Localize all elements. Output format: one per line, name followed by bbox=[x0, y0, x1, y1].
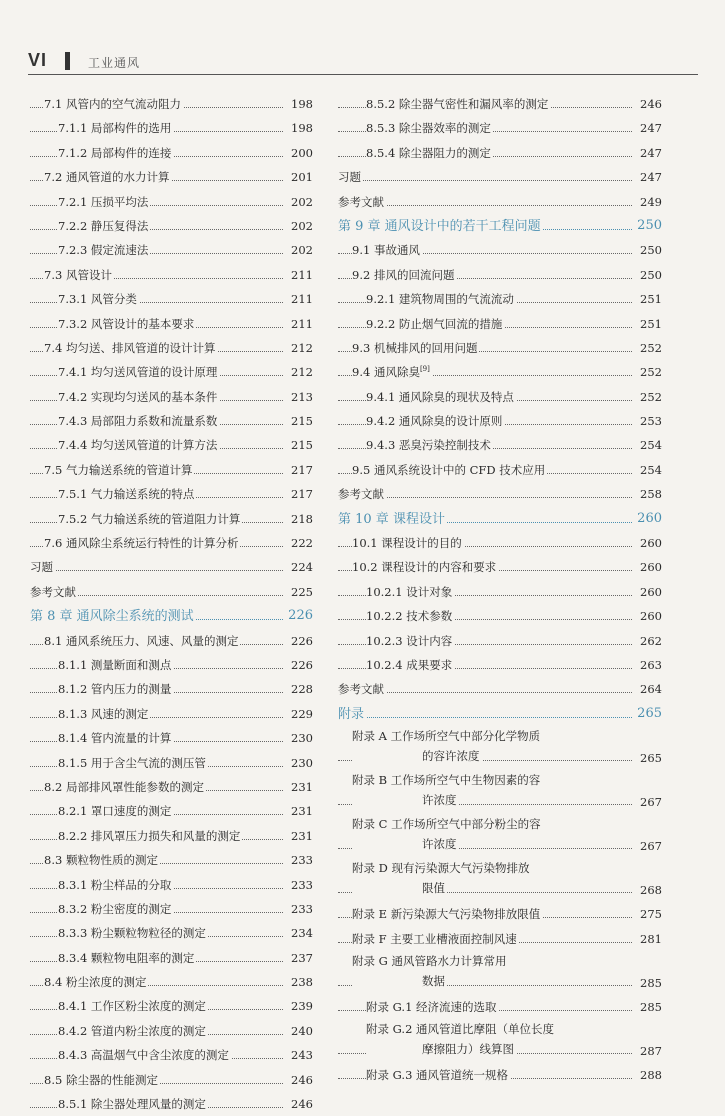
toc-entry-page: 231 bbox=[284, 824, 313, 848]
toc-entry[interactable] bbox=[338, 531, 662, 555]
toc-entry[interactable] bbox=[338, 858, 662, 902]
toc-entry[interactable] bbox=[30, 751, 313, 775]
toc-entry[interactable] bbox=[30, 921, 313, 945]
toc-entry-title: 7.5.2 气力输送系统的管道阻力计算 bbox=[58, 511, 241, 526]
toc-entry-page: 233 bbox=[284, 848, 313, 872]
toc-entry-title-continued: 摩擦阻力）线算图 bbox=[366, 1039, 516, 1059]
toc-entry-page: 267 bbox=[633, 790, 662, 814]
citation-superscript: [9] bbox=[419, 365, 430, 374]
toc-entry-title: 9.4.2 通风除臭的设计原则 bbox=[366, 414, 503, 429]
toc-entry[interactable] bbox=[30, 190, 313, 214]
toc-entry[interactable] bbox=[338, 385, 662, 409]
toc-entry-title: 8.3.1 粉尘样品的分取 bbox=[58, 877, 172, 892]
toc-entry[interactable] bbox=[338, 902, 662, 926]
toc-entry-title: 第 10 章 课程设计 bbox=[338, 511, 445, 527]
toc-entry-title: 7.3 风管设计 bbox=[44, 267, 112, 282]
toc-entry[interactable] bbox=[30, 263, 313, 287]
toc-entry-title: 8.1.4 管内流量的计算 bbox=[58, 731, 172, 746]
toc-entry[interactable] bbox=[338, 995, 662, 1019]
toc-entry[interactable] bbox=[30, 92, 313, 116]
toc-entry-title: 9.2.2 防止烟气回流的措施 bbox=[366, 316, 503, 331]
toc-entry-title: 7.3.2 风管设计的基本要求 bbox=[58, 316, 195, 331]
toc-entry[interactable] bbox=[338, 312, 662, 336]
toc-entry-title: 10.2.1 设计对象 bbox=[366, 584, 453, 599]
toc-entry-title: 9.3 机械排风的回用问题 bbox=[352, 340, 478, 355]
toc-entry[interactable] bbox=[30, 629, 313, 653]
toc-entry[interactable] bbox=[30, 1019, 313, 1043]
toc-entry-page: 251 bbox=[633, 287, 662, 311]
toc-entry-title: 8.2 局部排风罩性能参数的测定 bbox=[44, 779, 204, 794]
page-number: VI bbox=[28, 50, 48, 70]
toc-entry[interactable] bbox=[30, 555, 313, 579]
toc-entry[interactable] bbox=[338, 507, 662, 531]
toc-entry-page: 265 bbox=[633, 746, 662, 770]
toc-entry-title: 附录 bbox=[338, 706, 365, 722]
toc-entry-page: 239 bbox=[284, 994, 313, 1018]
toc-entry[interactable] bbox=[30, 580, 313, 604]
toc-entry[interactable] bbox=[338, 702, 662, 726]
toc-entry[interactable] bbox=[30, 604, 313, 628]
toc-entry-title: 附录 G.1 经济流速的选取 bbox=[366, 999, 497, 1014]
toc-entry[interactable] bbox=[30, 287, 313, 311]
toc-entry[interactable] bbox=[30, 775, 313, 799]
toc-entry-page: 212 bbox=[284, 360, 313, 384]
toc-entry-title: 附录 F 主要工业槽液面控制风速 bbox=[352, 931, 517, 946]
toc-entry-title: 习题 bbox=[30, 560, 53, 575]
toc-entry-page: 202 bbox=[284, 238, 313, 262]
dot-leader bbox=[338, 717, 632, 718]
toc-entry-page: 215 bbox=[284, 409, 313, 433]
toc-entry-page: 275 bbox=[633, 902, 662, 926]
toc-entry-title: 9.2.1 建筑物周围的气流流动 bbox=[366, 292, 514, 307]
toc-entry-title: 10.1 课程设计的目的 bbox=[352, 536, 462, 551]
toc-entry-title: 附录 G 通风管路水力计算常用 数据 bbox=[352, 951, 662, 991]
toc-entry[interactable] bbox=[30, 312, 313, 336]
toc-entry-title: 附录 D 现有污染源大气污染物排放 限值 bbox=[352, 858, 662, 898]
toc-entry-title: 8.4.1 工作区粉尘浓度的测定 bbox=[58, 999, 206, 1014]
toc-entry-title: 习题 bbox=[338, 170, 361, 185]
toc-entry[interactable] bbox=[30, 458, 313, 482]
toc-entry[interactable] bbox=[30, 824, 313, 848]
toc-entry[interactable] bbox=[338, 409, 662, 433]
toc-entry-page: 267 bbox=[633, 834, 662, 858]
toc-entry-page: 240 bbox=[284, 1019, 313, 1043]
toc-entry-title: 8.3.2 粉尘密度的测定 bbox=[58, 901, 172, 916]
toc-entry[interactable] bbox=[338, 116, 662, 140]
toc-entry-title: 参考文献 bbox=[338, 487, 384, 502]
toc-entry-title: 8.5.1 除尘器处理风量的测定 bbox=[58, 1097, 206, 1112]
toc-entry-title: 参考文献 bbox=[30, 584, 76, 599]
toc-entry[interactable] bbox=[30, 214, 313, 238]
toc-entry[interactable] bbox=[30, 702, 313, 726]
toc-entry[interactable] bbox=[338, 92, 662, 116]
toc-entry-page: 264 bbox=[633, 677, 662, 701]
toc-entry-page: 285 bbox=[633, 995, 662, 1019]
toc-entry-page: 211 bbox=[284, 312, 313, 336]
toc-entry-page: 262 bbox=[633, 629, 662, 653]
toc-entry-page: 226 bbox=[284, 629, 313, 653]
toc-entry-title: 8.5.2 除尘器气密性和漏风率的测定 bbox=[366, 97, 549, 111]
toc-entry-page: 253 bbox=[633, 409, 662, 433]
header-divider-bar bbox=[65, 52, 70, 70]
toc-entry[interactable] bbox=[30, 799, 313, 823]
toc-entry[interactable] bbox=[30, 482, 313, 506]
toc-entry[interactable] bbox=[338, 190, 662, 214]
toc-entry[interactable] bbox=[30, 336, 313, 360]
toc-entry-page: 260 bbox=[633, 580, 662, 604]
toc-entry-page: 228 bbox=[284, 677, 313, 701]
toc-entry-title: 附录 E 新污染源大气污染物排放限值 bbox=[352, 907, 541, 922]
toc-entry-page: 212 bbox=[284, 336, 313, 360]
toc-entry-title: 9.4.3 恶臭污染控制技术 bbox=[366, 438, 491, 453]
toc-entry[interactable] bbox=[338, 263, 662, 287]
toc-entry[interactable] bbox=[338, 555, 662, 579]
toc-entry-page: 247 bbox=[633, 141, 662, 165]
toc-entry-title: 附录 B 工作场所空气中生物因素的容 许浓度 bbox=[352, 770, 662, 810]
toc-entry-page: 247 bbox=[633, 165, 662, 189]
toc-entry[interactable] bbox=[338, 287, 662, 311]
toc-entry-title: 9.5 通风系统设计中的 CFD 技术应用 bbox=[352, 462, 546, 477]
toc-entry-page: 243 bbox=[284, 1043, 313, 1067]
toc-entry-title: 7.1.1 局部构件的选用 bbox=[58, 121, 172, 136]
toc-entry-title: 8.4.2 管道内粉尘浓度的测定 bbox=[58, 1023, 206, 1038]
dot-leader bbox=[338, 180, 632, 181]
toc-entry-page: 226 bbox=[284, 604, 313, 628]
toc-entry-title: 7.1 风管内的空气流动阻力 bbox=[44, 97, 181, 111]
toc-entry-title: 7.4.4 均匀送风管道的计算方法 bbox=[58, 438, 218, 453]
toc-entry-title: 8.3.4 颗粒物电阻率的测定 bbox=[58, 950, 195, 965]
toc-entry-page: 217 bbox=[284, 482, 313, 506]
toc-entry[interactable] bbox=[338, 141, 662, 165]
toc-entry[interactable] bbox=[338, 604, 662, 628]
toc-entry-title: 附录 A 工作场所空气中部分化学物质 的容许浓度 bbox=[352, 726, 662, 766]
toc-entry-page: 287 bbox=[633, 1039, 662, 1063]
toc-entry-title: 附录 C 工作场所空气中部分粉尘的容 许浓度 bbox=[352, 814, 662, 854]
toc-entry[interactable] bbox=[338, 653, 662, 677]
toc-entry[interactable] bbox=[30, 531, 313, 555]
toc-entry-title: 10.2.4 成果要求 bbox=[366, 657, 453, 672]
toc-entry[interactable] bbox=[338, 580, 662, 604]
toc-entry[interactable] bbox=[338, 726, 662, 770]
toc-entry-title: 7.2.2 静压复得法 bbox=[58, 218, 149, 233]
toc-entry-page: 247 bbox=[633, 116, 662, 140]
toc-entry-page: 229 bbox=[284, 702, 313, 726]
toc-entry-page: 217 bbox=[284, 458, 313, 482]
toc-entry-page: 249 bbox=[633, 190, 662, 214]
toc-entry[interactable] bbox=[338, 360, 662, 384]
toc-entry-page: 260 bbox=[633, 507, 662, 531]
toc-entry[interactable] bbox=[338, 165, 662, 189]
toc-entry-page: 260 bbox=[633, 555, 662, 579]
toc-entry[interactable] bbox=[338, 629, 662, 653]
toc-entry[interactable] bbox=[30, 360, 313, 384]
toc-entry-title: 8.3 颗粒物性质的测定 bbox=[44, 853, 158, 868]
toc-entry[interactable] bbox=[30, 238, 313, 262]
toc-entry-title: 8.1.3 风速的测定 bbox=[58, 706, 149, 721]
toc-entry-title: 7.2.3 假定流速法 bbox=[58, 243, 149, 258]
toc-entry-title-continued: 许浓度 bbox=[352, 834, 459, 854]
toc-left-column bbox=[30, 92, 313, 1116]
toc-entry-page: 231 bbox=[284, 799, 313, 823]
toc-entry[interactable] bbox=[30, 653, 313, 677]
toc-entry-title: 7.5.1 气力输送系统的特点 bbox=[58, 487, 195, 502]
toc-entry[interactable] bbox=[30, 507, 313, 531]
toc-entry-title: 参考文献 bbox=[338, 682, 384, 697]
toc-right-column bbox=[338, 92, 662, 1088]
toc-entry-title: 7.2 通风管道的水力计算 bbox=[44, 170, 170, 185]
toc-entry[interactable] bbox=[338, 814, 662, 858]
toc-entry-title-continued: 数据 bbox=[352, 971, 447, 991]
toc-entry[interactable] bbox=[30, 946, 313, 970]
toc-entry-title: 7.4.3 局部阻力系数和流量系数 bbox=[58, 414, 218, 429]
toc-entry[interactable] bbox=[30, 897, 313, 921]
toc-entry-title: 10.2.3 设计内容 bbox=[366, 633, 453, 648]
toc-entry-page: 254 bbox=[633, 458, 662, 482]
toc-entry[interactable] bbox=[338, 336, 662, 360]
header-rule bbox=[28, 74, 698, 75]
toc-entry-page: 222 bbox=[284, 531, 313, 555]
toc-entry[interactable] bbox=[30, 141, 313, 165]
toc-entry-title: 8.5 除尘器的性能测定 bbox=[44, 1072, 158, 1087]
toc-entry-page: 218 bbox=[284, 507, 313, 531]
toc-entry-page: 252 bbox=[633, 360, 662, 384]
toc-entry[interactable] bbox=[338, 1063, 662, 1087]
toc-entry-title: 7.1.2 局部构件的连接 bbox=[58, 145, 172, 160]
toc-entry-title: 附录 G.2 通风管道比摩阻（单位长度 摩擦阻力）线算图 bbox=[366, 1019, 662, 1059]
toc-entry[interactable] bbox=[30, 1068, 313, 1092]
toc-entry-title: 7.4.2 实现均匀送风的基本条件 bbox=[58, 389, 218, 404]
toc-entry[interactable] bbox=[30, 1092, 313, 1116]
toc-entry-page: 213 bbox=[284, 385, 313, 409]
dot-leader bbox=[30, 570, 283, 571]
toc-entry-title: 8.1.5 用于含尘气流的测压管 bbox=[58, 755, 206, 770]
toc-entry-page: 250 bbox=[633, 263, 662, 287]
toc-entry[interactable] bbox=[338, 238, 662, 262]
toc-entry-page: 233 bbox=[284, 897, 313, 921]
toc-entry-page: 250 bbox=[633, 238, 662, 262]
toc-entry[interactable] bbox=[30, 116, 313, 140]
toc-entry[interactable] bbox=[338, 677, 662, 701]
toc-entry[interactable] bbox=[30, 1043, 313, 1067]
toc-entry[interactable] bbox=[30, 994, 313, 1018]
toc-entry-title: 8.1 通风系统压力、风速、风量的测定 bbox=[44, 633, 239, 648]
toc-entry-page: 260 bbox=[633, 604, 662, 628]
toc-entry-title: 7.2.1 压损平均法 bbox=[58, 194, 149, 209]
toc-entry-page: 254 bbox=[633, 433, 662, 457]
toc-entry-title: 参考文献 bbox=[338, 194, 384, 209]
toc-entry-title: 7.4.1 均匀送风管道的设计原理 bbox=[58, 365, 218, 380]
toc-entry[interactable] bbox=[338, 927, 662, 951]
toc-entry-page: 198 bbox=[284, 92, 313, 116]
toc-entry[interactable] bbox=[338, 458, 662, 482]
toc-entry-title: 9.1 事故通风 bbox=[352, 243, 420, 258]
toc-entry-title: 附录 G.3 通风管道统一规格 bbox=[366, 1068, 509, 1083]
toc-entry-page: 246 bbox=[284, 1068, 313, 1092]
toc-entry-title: 8.5.3 除尘器效率的测定 bbox=[366, 121, 491, 136]
toc-entry[interactable] bbox=[30, 433, 313, 457]
toc-entry[interactable] bbox=[30, 385, 313, 409]
toc-entry[interactable] bbox=[338, 482, 662, 506]
toc-entry-title-continued: 的容许浓度 bbox=[352, 746, 482, 766]
toc-entry-title: 9.4.1 通风除臭的现状及特点 bbox=[366, 389, 514, 404]
toc-entry-page: 201 bbox=[284, 165, 313, 189]
toc-entry-title: 第 8 章 通风除尘系统的测试 bbox=[30, 609, 194, 625]
toc-entry-page: 231 bbox=[284, 775, 313, 799]
toc-entry-title: 8.3.3 粉尘颗粒物粒径的测定 bbox=[58, 926, 206, 941]
toc-entry-page: 230 bbox=[284, 751, 313, 775]
toc-entry-title: 8.2.1 罩口速度的测定 bbox=[58, 804, 172, 819]
toc-entry-title: 7.5 气力输送系统的管道计算 bbox=[44, 462, 193, 477]
toc-entry-title: 第 9 章 通风设计中的若干工程问题 bbox=[338, 218, 541, 234]
toc-entry-title: 10.2.2 技术参数 bbox=[366, 609, 453, 624]
toc-entry[interactable] bbox=[30, 165, 313, 189]
toc-entry-title: 7.3.1 风管分类 bbox=[58, 292, 137, 307]
toc-entry[interactable] bbox=[30, 726, 313, 750]
toc-entry-title-continued: 限值 bbox=[352, 878, 447, 898]
toc-entry-title: 7.4 均匀送、排风管道的设计计算 bbox=[44, 340, 216, 355]
toc-entry-page: 252 bbox=[633, 385, 662, 409]
toc-entry-page: 260 bbox=[633, 531, 662, 555]
toc-entry-title: 8.5.4 除尘器阻力的测定 bbox=[366, 145, 491, 160]
toc-entry-page: 285 bbox=[633, 971, 662, 995]
toc-entry[interactable] bbox=[30, 970, 313, 994]
toc-entry-title: 9.4 通风除臭[9] bbox=[352, 365, 430, 380]
toc-entry-title: 8.2.2 排风罩压力损失和风量的测定 bbox=[58, 828, 241, 843]
toc-entry[interactable] bbox=[30, 873, 313, 897]
toc-entry-page: 281 bbox=[633, 927, 662, 951]
toc-entry[interactable] bbox=[30, 409, 313, 433]
toc-entry-page: 252 bbox=[633, 336, 662, 360]
toc-entry[interactable] bbox=[30, 677, 313, 701]
toc-entry-page: 258 bbox=[633, 482, 662, 506]
page-header bbox=[28, 50, 698, 74]
toc-entry-page: 211 bbox=[284, 263, 313, 287]
toc-entry-page: 225 bbox=[284, 580, 313, 604]
toc-entry[interactable] bbox=[30, 848, 313, 872]
toc-entry-page: 198 bbox=[284, 116, 313, 140]
toc-entry-title: 8.4.3 高温烟气中含尘浓度的测定 bbox=[58, 1048, 229, 1063]
toc-entry-page: 288 bbox=[633, 1063, 662, 1087]
toc-entry-page: 200 bbox=[284, 141, 313, 165]
toc-entry[interactable] bbox=[338, 1019, 662, 1063]
toc-entry-page: 215 bbox=[284, 433, 313, 457]
toc-entry-page: 202 bbox=[284, 214, 313, 238]
toc-entry-page: 202 bbox=[284, 190, 313, 214]
toc-entry-title: 8.1.1 测量断面和测点 bbox=[58, 657, 172, 672]
toc-entry-page: 234 bbox=[284, 921, 313, 945]
toc-entry[interactable] bbox=[338, 433, 662, 457]
toc-entry-page: 246 bbox=[284, 1092, 313, 1116]
toc-entry-page: 233 bbox=[284, 873, 313, 897]
toc-entry-title: 7.6 通风除尘系统运行特性的计算分析 bbox=[44, 536, 239, 551]
toc-entry-page: 268 bbox=[633, 878, 662, 902]
toc-entry-title: 8.4 粉尘浓度的测定 bbox=[44, 975, 147, 990]
toc-entry-page: 251 bbox=[633, 312, 662, 336]
toc-entry-page: 246 bbox=[633, 92, 662, 116]
toc-entry-page: 211 bbox=[284, 287, 313, 311]
toc-entry-page: 238 bbox=[284, 970, 313, 994]
toc-entry-page: 250 bbox=[633, 214, 662, 238]
toc-entry-page: 265 bbox=[633, 702, 662, 726]
toc-entry[interactable] bbox=[338, 214, 662, 238]
toc-entry-title: 10.2 课程设计的内容和要求 bbox=[352, 560, 497, 575]
toc-entry[interactable] bbox=[338, 770, 662, 814]
toc-entry-page: 226 bbox=[284, 653, 313, 677]
book-title: 工业通风 bbox=[88, 56, 141, 70]
toc-entry-title-continued: 许浓度 bbox=[352, 790, 459, 810]
toc-entry[interactable] bbox=[338, 951, 662, 995]
toc-entry-page: 230 bbox=[284, 726, 313, 750]
toc-entry-title: 9.2 排风的回流问题 bbox=[352, 267, 455, 282]
toc-entry-page: 263 bbox=[633, 653, 662, 677]
toc-entry-page: 237 bbox=[284, 946, 313, 970]
toc-entry-page: 224 bbox=[284, 555, 313, 579]
toc-entry-title: 8.1.2 管内压力的测量 bbox=[58, 682, 172, 697]
